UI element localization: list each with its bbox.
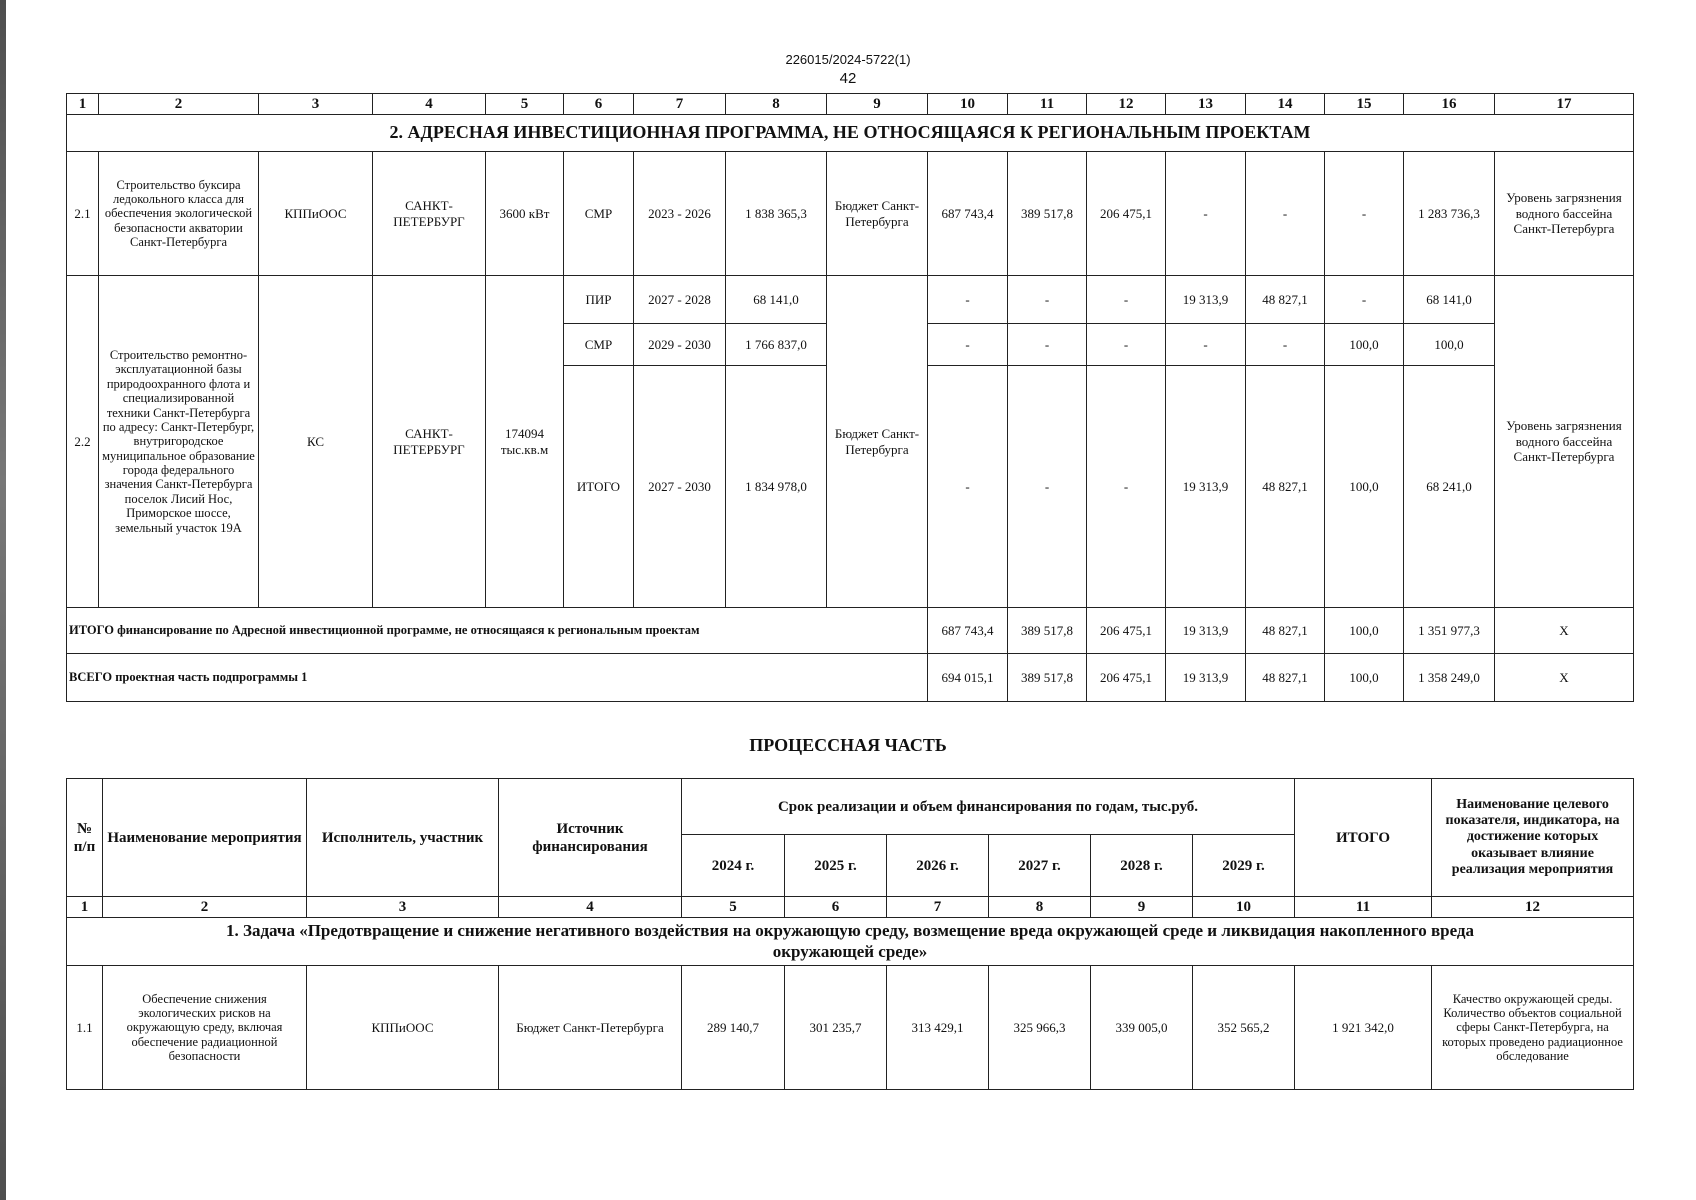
cost: 1 766 837,0	[726, 324, 827, 366]
col-num: 12	[1432, 897, 1634, 918]
value-2025: -	[1008, 324, 1087, 366]
value-2026: 206 475,1	[1087, 152, 1166, 276]
value-2029: 100,0	[1325, 324, 1404, 366]
col-num: 3	[307, 897, 499, 918]
vsego-row	[67, 654, 1634, 702]
work-type: ИТОГО	[564, 366, 634, 608]
header-year: 2027 г.	[989, 835, 1091, 897]
location: САНКТ-ПЕТЕРБУРГ	[373, 152, 486, 276]
value-2029: 100,0	[1325, 366, 1404, 608]
value-2026: 206 475,1	[1087, 654, 1166, 702]
header-year: 2026 г.	[887, 835, 989, 897]
header-year: 2028 г.	[1091, 835, 1193, 897]
col-num: 9	[827, 94, 928, 115]
value-2029: 100,0	[1325, 654, 1404, 702]
cost: 1 834 978,0	[726, 366, 827, 608]
value-2025: 389 517,8	[1008, 654, 1087, 702]
value-2026: -	[1087, 324, 1166, 366]
task-title: 1. Задача «Предотвращение и снижение негативного воздействия на окружающую среду, возмещение вреда окружающей среде и ликвидация накопленного вреда окружающей среде»	[67, 918, 1634, 966]
investment-program-table	[66, 93, 1634, 702]
col-num: 10	[928, 94, 1008, 115]
column-number-row	[67, 94, 1634, 115]
row-number: 2.1	[67, 152, 99, 276]
scan-edge-mark	[0, 0, 6, 1200]
task-row	[67, 918, 1634, 966]
col-num: 2	[99, 94, 259, 115]
col-num: 17	[1495, 94, 1634, 115]
value-2028: 48 827,1	[1246, 608, 1325, 654]
col-num: 8	[989, 897, 1091, 918]
header-name: Наименование мероприятия	[103, 779, 307, 897]
col-num: 16	[1404, 94, 1495, 115]
value-2026: -	[1087, 366, 1166, 608]
col-num: 11	[1008, 94, 1087, 115]
col-num: 1	[67, 897, 103, 918]
value-2028: 48 827,1	[1246, 366, 1325, 608]
col-num: 9	[1091, 897, 1193, 918]
header-period: Срок реализации и объем финансирования по годам, тыс.руб.	[682, 779, 1295, 835]
x-mark: Х	[1495, 608, 1634, 654]
col-num: 6	[564, 94, 634, 115]
total: 1 358 249,0	[1404, 654, 1495, 702]
value-2025: -	[1008, 366, 1087, 608]
value-2024: 694 015,1	[928, 654, 1008, 702]
col-num: 11	[1295, 897, 1432, 918]
value-2025: 389 517,8	[1008, 152, 1087, 276]
value-2029: 352 565,2	[1193, 966, 1295, 1090]
value-2028: 48 827,1	[1246, 276, 1325, 324]
col-num: 3	[259, 94, 373, 115]
capacity: 3600 кВт	[486, 152, 564, 276]
col-num: 15	[1325, 94, 1404, 115]
header-source: Источник финансирования	[499, 779, 682, 897]
work-type: ПИР	[564, 276, 634, 324]
value-2025: -	[1008, 276, 1087, 324]
indicator: Уровень загрязнения водного бассейна Санкт-Петербурга	[1495, 152, 1634, 276]
value-2024: 687 743,4	[928, 152, 1008, 276]
indicator: Качество окружающей среды. Количество объектов социальной сферы Санкт-Петербурга, на которых проведено радиационное обследование	[1432, 966, 1634, 1090]
cost: 68 141,0	[726, 276, 827, 324]
total: 68 141,0	[1404, 276, 1495, 324]
header-year: 2024 г.	[682, 835, 785, 897]
col-num: 5	[486, 94, 564, 115]
value-2029: -	[1325, 276, 1404, 324]
executor: КС	[259, 276, 373, 608]
value-2026: 313 429,1	[887, 966, 989, 1090]
row-number: 2.2	[67, 276, 99, 608]
col-num: 4	[499, 897, 682, 918]
value-2027: 19 313,9	[1166, 654, 1246, 702]
value-2028: 48 827,1	[1246, 654, 1325, 702]
value-2029: 100,0	[1325, 608, 1404, 654]
header-num: № п/п	[67, 779, 103, 897]
col-num: 12	[1087, 94, 1166, 115]
value-2025: 389 517,8	[1008, 608, 1087, 654]
header-total: ИТОГО	[1295, 779, 1432, 897]
executor: КППиООС	[307, 966, 499, 1090]
column-number-row	[67, 897, 1634, 918]
funding-source: Бюджет Санкт-Петербурга	[499, 966, 682, 1090]
executor: КППиООС	[259, 152, 373, 276]
x-mark: Х	[1495, 654, 1634, 702]
value-2028: 339 005,0	[1091, 966, 1193, 1090]
col-num: 2	[103, 897, 307, 918]
period: 2029 - 2030	[634, 324, 726, 366]
total: 100,0	[1404, 324, 1495, 366]
indicator: Уровень загрязнения водного бассейна Санкт-Петербурга	[1495, 276, 1634, 608]
work-type: СМР	[564, 324, 634, 366]
period: 2027 - 2030	[634, 366, 726, 608]
itogo-label: ИТОГО финансирование по Адресной инвестиционной программе, не относящаяся к региональным проектам	[67, 608, 928, 654]
value-2024: -	[928, 276, 1008, 324]
col-num: 4	[373, 94, 486, 115]
header-executor: Исполнитель, участник	[307, 779, 499, 897]
header-row	[67, 779, 1634, 835]
header-year: 2029 г.	[1193, 835, 1295, 897]
header-year: 2025 г.	[785, 835, 887, 897]
value-2027: 19 313,9	[1166, 276, 1246, 324]
funding-source: Бюджет Санкт-Петербурга	[827, 276, 928, 608]
total: 1 351 977,3	[1404, 608, 1495, 654]
process-section-title: ПРОЦЕССНАЯ ЧАСТЬ	[749, 735, 947, 755]
value-2024: 687 743,4	[928, 608, 1008, 654]
value-2027: -	[1166, 152, 1246, 276]
document-id: 226015/2024-5722(1)	[785, 52, 911, 67]
col-num: 7	[887, 897, 989, 918]
value-2024: 289 140,7	[682, 966, 785, 1090]
header-indicator: Наименование целевого показателя, индикатора, на достижение которых оказывает влияние реализация мероприятия	[1432, 779, 1634, 897]
value-2024: -	[928, 324, 1008, 366]
table-row	[67, 276, 1634, 324]
funding-source: Бюджет Санкт-Петербурга	[827, 152, 928, 276]
col-num: 1	[67, 94, 99, 115]
location: САНКТ-ПЕТЕРБУРГ	[373, 276, 486, 608]
work-type: СМР	[564, 152, 634, 276]
value-2027: 19 313,9	[1166, 608, 1246, 654]
total: 1 921 342,0	[1295, 966, 1432, 1090]
total: 68 241,0	[1404, 366, 1495, 608]
value-2028: -	[1246, 324, 1325, 366]
value-2026: -	[1087, 276, 1166, 324]
total: 1 283 736,3	[1404, 152, 1495, 276]
cost: 1 838 365,3	[726, 152, 827, 276]
col-num: 6	[785, 897, 887, 918]
value-2029: -	[1325, 152, 1404, 276]
value-2024: -	[928, 366, 1008, 608]
value-2027: -	[1166, 324, 1246, 366]
section-title: 2. АДРЕСНАЯ ИНВЕСТИЦИОННАЯ ПРОГРАММА, НЕ ОТНОСЯЩАЯСЯ К РЕГИОНАЛЬНЫМ ПРОЕКТАМ	[67, 115, 1634, 152]
value-2026: 206 475,1	[1087, 608, 1166, 654]
table-row	[67, 966, 1634, 1090]
vsego-label: ВСЕГО проектная часть подпрограммы 1	[67, 654, 928, 702]
project-name: Строительство буксира ледокольного класса для обеспечения экологической безопасности акватории Санкт-Петербурга	[99, 152, 259, 276]
page-number: 42	[839, 70, 857, 87]
value-2027: 325 966,3	[989, 966, 1091, 1090]
col-num: 10	[1193, 897, 1295, 918]
col-num: 14	[1246, 94, 1325, 115]
period: 2027 - 2028	[634, 276, 726, 324]
project-name: Строительство ремонтно-эксплуатационной базы природоохранного флота и специализированной техники Санкт-Петербурга по адресу: Санкт-Петербург, внутригородское муниципальное образование города федерального значения Санкт-Петербурга поселок Лисий Нос, Приморское шоссе, земельный участок 19А	[99, 276, 259, 608]
table-row	[67, 152, 1634, 276]
col-num: 7	[634, 94, 726, 115]
col-num: 5	[682, 897, 785, 918]
value-2027: 19 313,9	[1166, 366, 1246, 608]
section-row	[67, 115, 1634, 152]
period: 2023 - 2026	[634, 152, 726, 276]
value-2025: 301 235,7	[785, 966, 887, 1090]
col-num: 8	[726, 94, 827, 115]
capacity: 174094 тыс.кв.м	[486, 276, 564, 608]
activity-name: Обеспечение снижения экологических рисков на окружающую среду, включая обеспечение радиационной безопасности	[103, 966, 307, 1090]
value-2028: -	[1246, 152, 1325, 276]
process-table	[66, 778, 1634, 1090]
row-number: 1.1	[67, 966, 103, 1090]
col-num: 13	[1166, 94, 1246, 115]
itogo-row	[67, 608, 1634, 654]
